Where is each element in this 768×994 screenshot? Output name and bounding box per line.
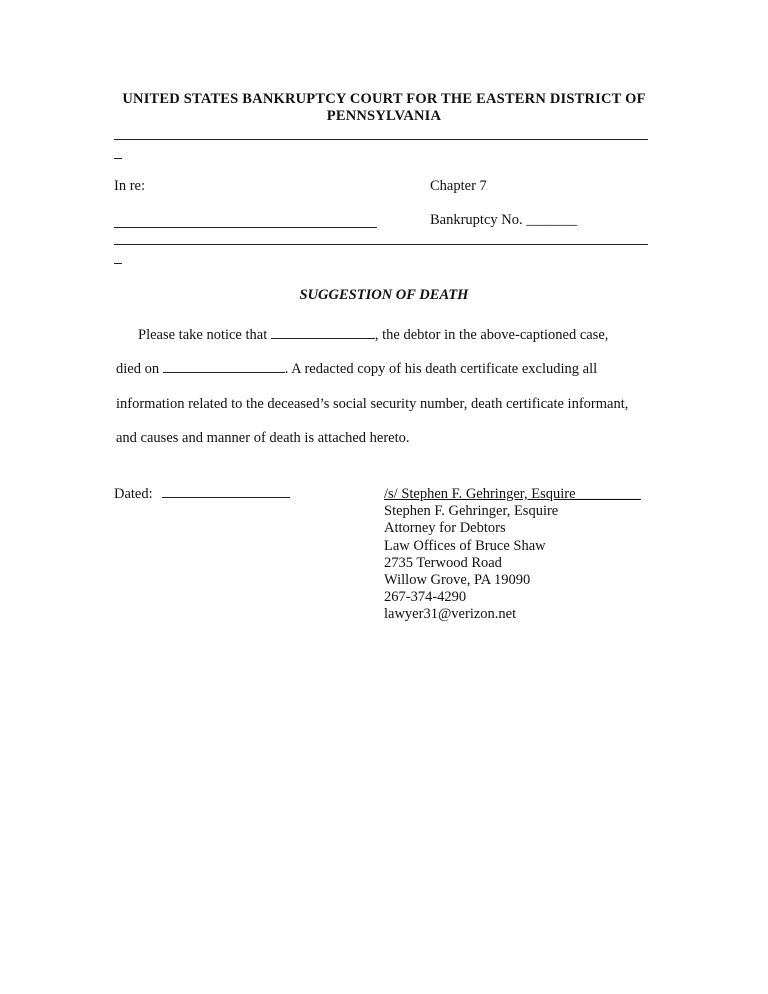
phone-number: 267-374-4290: [384, 589, 467, 606]
body-line-4: and causes and manner of death is attached hereto.: [116, 430, 410, 446]
death-date-blank: [163, 360, 285, 373]
in-re-label: In re:: [114, 178, 145, 194]
body-line-2: [116, 360, 597, 378]
caption-top-rule: [114, 139, 648, 140]
caption-bottom-rule-tail: [114, 263, 122, 264]
city-state-zip: Willow Grove, PA 19090: [384, 572, 531, 589]
caption-top-rule-tail: [114, 158, 122, 159]
attorney-role: Attorney for Debtors: [384, 520, 506, 537]
court-title-line1: UNITED STATES BANKRUPTCY COURT FOR THE EASTERN DISTRICT OF: [122, 91, 646, 107]
law-firm: Law Offices of Bruce Shaw: [384, 537, 546, 554]
court-title: [100, 91, 668, 125]
signature-line: /s/ Stephen F. Gehringer, Esquire_________: [384, 486, 641, 502]
street-address: 2735 Terwood Road: [384, 554, 502, 571]
email-address: lawyer31@verizon.net: [384, 606, 517, 623]
body-line-1-start: Please take notice that: [138, 327, 268, 343]
bankruptcy-number: Bankruptcy No. _______: [430, 212, 577, 228]
chapter-label: Chapter 7: [430, 178, 487, 194]
dated-label: Dated:: [114, 486, 153, 502]
attorney-name: Stephen F. Gehringer, Esquire: [384, 503, 559, 520]
debtor-name-blank: [114, 227, 377, 228]
body-line-3: information related to the deceased’s social security number, death certificate informant,: [116, 396, 629, 412]
signature-block: [384, 486, 641, 624]
body-line-1-end: , the debtor in the above-captioned case,: [374, 327, 609, 343]
body-line-2-end: . A redacted copy of his death certificate excluding all: [284, 361, 598, 377]
body-line-2-start: died on: [116, 361, 160, 377]
caption-bottom-rule: [114, 244, 648, 245]
debtor-name-fill-blank: [271, 326, 375, 339]
court-title-line2: PENNSYLVANIA: [326, 108, 442, 124]
document-title: SUGGESTION OF DEATH: [299, 287, 469, 303]
dated-row: [114, 485, 290, 503]
dated-blank: [162, 485, 290, 498]
body-line-1: [138, 326, 608, 344]
